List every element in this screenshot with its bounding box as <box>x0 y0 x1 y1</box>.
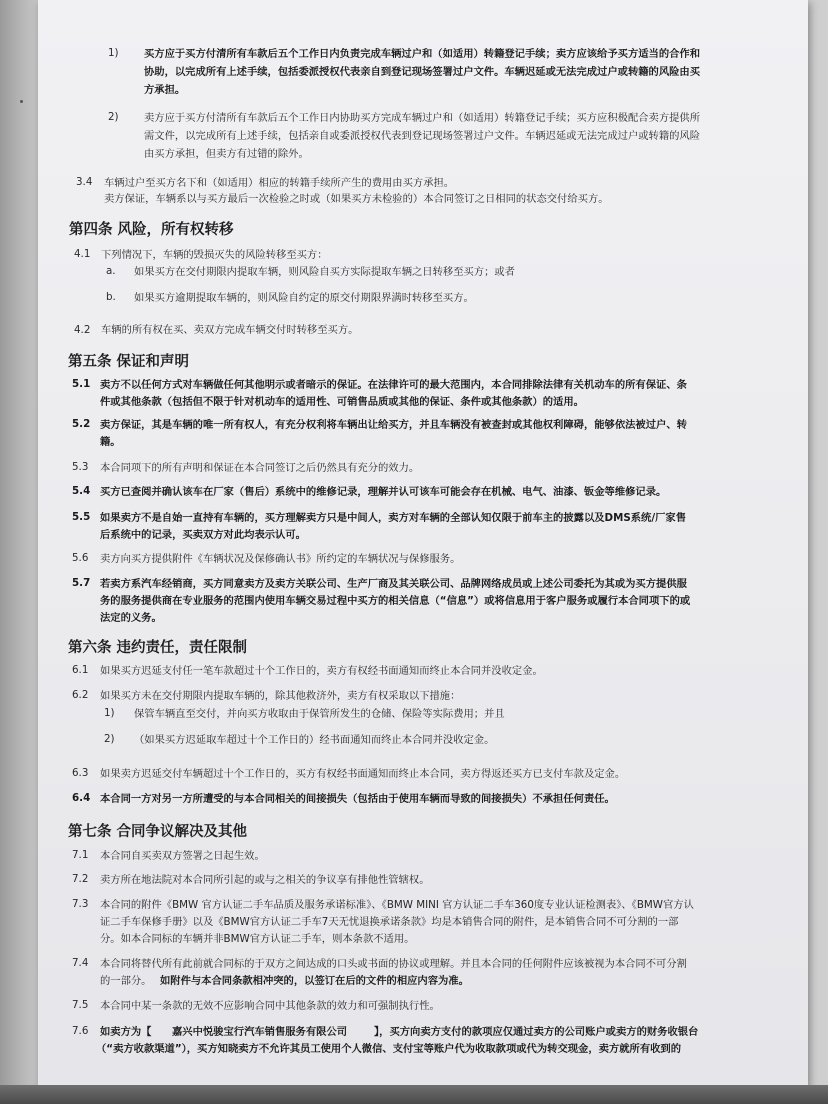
clause-num: 1) <box>104 707 115 719</box>
clause-line: 由买方承担，但卖方有过错的除外。 <box>144 148 309 160</box>
clause-num: 5.1 <box>72 378 91 390</box>
section-heading-5: 第五条 保证和声明 <box>68 354 190 370</box>
lens-speck <box>20 100 23 103</box>
clause-line: 如附件与本合同条款相冲突的，以签订在后的文件的相应内容为准。 <box>160 975 469 987</box>
clause-line: 本合同的附件《BMW 官方认证二手车品质及服务承诺标准》、《BMW MINI 官方认证二手车360度专业认证检测表》、《BMW官方认 <box>100 899 694 911</box>
clause-num: 7.4 <box>72 957 89 969</box>
clause-num: 3.4 <box>76 176 93 188</box>
clause-line: 卖方不以任何方式对车辆做任何其他明示或者暗示的保证。在法律许可的最大范围内，本合同排除法律有关机动车的所有保证、条 <box>100 379 687 391</box>
clause-num: 2) <box>108 111 119 123</box>
clause-line: 】，买方向卖方支付的款项应仅通过卖方的公司账户或卖方的财务收银台 <box>374 1026 699 1038</box>
clause-line: 如果卖方不是自始一直持有车辆的，买方理解卖方只是中间人，卖方对车辆的全部认知仅限于前车主的披露以及DMS系统/厂家售 <box>100 512 686 524</box>
clause-line: 本合同自买卖双方签署之日起生效。 <box>100 850 265 862</box>
clause-num: 7.6 <box>72 1025 89 1037</box>
desk-surface <box>0 1085 828 1104</box>
clause-num: b. <box>106 291 116 303</box>
clause-num: 7.5 <box>72 999 89 1011</box>
clause-line: 买方已查阅并确认该车在厂家（售后）系统中的维修记录，理解并认可该车可能会存在机械、电气、油漆、钣金等维修记录。 <box>100 486 667 498</box>
clause-line: 如果买方在交付期限内提取车辆，则风险自买方实际提取车辆之日转移至买方；或者 <box>134 266 515 278</box>
clause-line: 如果买方逾期提取车辆的，则风险自约定的原交付期限界满时转移至买方。 <box>134 292 474 304</box>
clause-line: 本合同项下的所有声明和保证在本合同签订之后仍然具有充分的效力。 <box>100 462 420 474</box>
seller-name: 嘉兴中悦骏宝行汽车销售服务有限公司 <box>172 1026 348 1038</box>
clause-num: 2) <box>104 733 115 745</box>
clause-line: 如果卖方迟延交付车辆超过十个工作日的，买方有权经书面通知而终止本合同，卖方得返还买方已支付车款及定金。 <box>100 768 626 780</box>
clause-num: 6.3 <box>72 767 89 779</box>
clause-line: 协助，以完成所有上述手续，包括委派授权代表亲自到登记现场签署过户文件。车辆迟延或无法完成过户或转籍的风险由买 <box>144 66 701 78</box>
clause-line: （如果买方迟延取车超过十个工作日的）经书面通知而终止本合同并没收定金。 <box>134 734 495 746</box>
clause-line: 下列情况下，车辆的毁损灭失的风险转移至买方： <box>101 249 328 261</box>
clause-line: 卖方保证，其是车辆的唯一所有权人，有充分权利将车辆出让给买方，并且车辆没有被查封或其他权利障碍，能够依法被过户、转 <box>100 419 687 431</box>
clause-num: 6.4 <box>72 792 91 804</box>
clause-num: 7.3 <box>72 898 89 910</box>
clause-line: 卖方所在地法院对本合同所引起的或与之相关的争议享有排他性管辖权。 <box>100 874 430 886</box>
clause-line: 买方应于买方付清所有车款后五个工作日内负责完成车辆过户和（如适用）转籍登记手续；卖方应该给予买方适当的合作和 <box>144 48 701 60</box>
clause-line: 卖方应于买方付清所有车款后五个工作日内协助买方完成车辆过户和（如适用）转籍登记手续；买方应积极配合卖方提供所 <box>144 112 701 124</box>
clause-line: 本合同中某一条款的无效不应影响合同中其他条款的效力和可强制执行性。 <box>100 1000 440 1012</box>
clause-num: 5.7 <box>72 577 91 589</box>
clause-line: 后系统中的记录，买卖双方对此均表示认可。 <box>100 529 306 541</box>
clause-num: 6.2 <box>72 689 89 701</box>
clause-line: 如卖方为【 <box>100 1026 152 1038</box>
contract-page <box>38 0 808 1088</box>
clause-line: 车辆的所有权在买、卖双方完成车辆交付时转移至买方。 <box>101 324 359 336</box>
clause-line: 需文件，以完成所有上述手续，包括亲自或委派授权代表到登记现场签署过户文件。车辆迟延或无法完成过户或转籍的风险 <box>144 130 701 142</box>
clause-num: 5.3 <box>72 461 89 473</box>
clause-line: 件或其他条款（包括但不限于针对机动车的适用性、可销售品质或其他的保证、条件或其他条款）的适用。 <box>100 396 584 408</box>
clause-line: （“卖方收款渠道”），买方知晓卖方不允许其员工使用个人微信、支付宝等账户代为收取款项或代为转交现金，卖方就所有收到的 <box>96 1043 682 1055</box>
clause-line: 本合同将替代所有此前就合同标的于双方之间达成的口头或书面的协议或理解。并且本合同的任何附件应该被视为本合同不可分割 <box>100 958 687 970</box>
clause-line: 本合同一方对另一方所遭受的与本合同相关的间接损失（包括由于使用车辆而导致的间接损失）不承担任何责任。 <box>100 793 615 805</box>
section-heading-7: 第七条 合同争议解决及其他 <box>68 824 248 840</box>
clause-num: 6.1 <box>72 664 89 676</box>
clause-line: 如果买方迟延支付任一笔车款超过十个工作日的，卖方有权经书面通知而终止本合同并没收定金。 <box>100 665 543 677</box>
clause-line: 证二手车保修手册》以及《BMW官方认证二手车7天无忧退换承诺条款》均是本销售合同的附件，是本销售合同不可分割的一部 <box>100 916 679 928</box>
clause-num: 1) <box>108 47 119 59</box>
section-heading-6: 第六条 违约责任，责任限制 <box>68 640 248 656</box>
clause-num: 5.6 <box>72 552 89 564</box>
clause-line: 卖方向买方提供附件《车辆状况及保修确认书》所约定的车辆状况与保修服务。 <box>100 553 461 565</box>
clause-num: 5.4 <box>72 485 91 497</box>
clause-line: 方承担。 <box>144 84 186 96</box>
clause-line: 分。如本合同标的车辆并非BMW官方认证二手车，则本条款不适用。 <box>100 933 415 945</box>
clause-num: 4.2 <box>74 324 91 336</box>
clause-line: 法定的义务。 <box>100 612 162 624</box>
clause-line: 车辆过户至买方名下和（如适用）相应的转籍手续所产生的费用由买方承担。 <box>104 177 455 189</box>
clause-line: 的一部分。 <box>100 975 152 987</box>
clause-num: 7.1 <box>72 849 89 861</box>
clause-num: 5.2 <box>72 418 91 430</box>
clause-line: 卖方保证，车辆系以与买方最后一次检验之时或（如果买方未检验的）本合同签订之日相同的状态交付给买方。 <box>104 193 609 205</box>
clause-line: 若卖方系汽车经销商，买方同意卖方及卖方关联公司、生产厂商及其关联公司、品牌网络成员或上述公司委托为其或为买方提供服 <box>100 578 687 590</box>
clause-num: a. <box>106 265 116 277</box>
clause-line: 务的服务提供商在专业服务的范围内使用车辆交易过程中买方的相关信息（“信息”）或将信息用于客户服务或履行本合同项下的或 <box>100 595 691 607</box>
clause-num: 7.2 <box>72 873 89 885</box>
section-heading-4: 第四条 风险，所有权转移 <box>69 222 234 238</box>
clause-line: 如果买方未在交付期限内提取车辆的，除其他救济外，卖方有权采取以下措施： <box>100 690 461 702</box>
clause-num: 4.1 <box>74 248 91 260</box>
clause-num: 5.5 <box>72 511 91 523</box>
clause-line: 籍。 <box>100 436 121 448</box>
clause-line: 保管车辆直至交付，并向买方收取由于保管所发生的仓储、保险等实际费用；并且 <box>134 708 505 720</box>
